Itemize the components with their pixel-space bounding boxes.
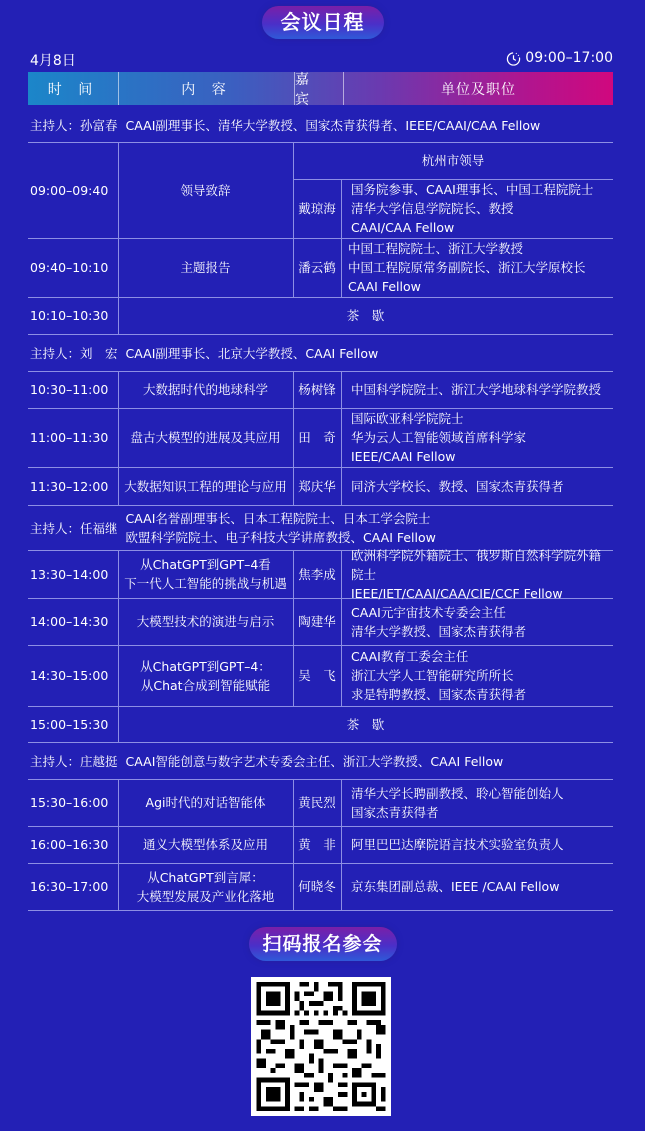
header-content: 内 容 — [119, 72, 295, 105]
host-label: 主持人：孙富春 — [30, 118, 118, 133]
col-divider — [341, 550, 342, 706]
affiliation-line: 浙江大学人工智能研究所所长 — [351, 668, 514, 683]
session-guest: 吴 飞 — [298, 668, 336, 683]
session-time: 10:30–11:00 — [30, 382, 109, 397]
session-time: 11:30–12:00 — [30, 478, 109, 494]
affiliation-line: CAAI/CAA Fellow — [351, 220, 455, 235]
affiliation-line: IEEE/IET/CAAI/CAA/CIE/CCF Fellow — [351, 585, 563, 601]
host-row — [30, 108, 540, 142]
host-description: 欧盟科学院院士、电子科技大学讲席教授、CAAI Fellow — [125, 529, 436, 545]
session-time: 10:10–10:30 — [30, 308, 109, 323]
affiliation-line: 国际欧亚科学院院士 — [351, 411, 464, 426]
header-affiliation: 单位及职位 — [441, 81, 516, 98]
session-time: 14:00–14:30 — [30, 614, 109, 629]
content-line: 从ChatGPT到GPT–4看 — [140, 557, 271, 572]
session-time: 15:00–15:30 — [30, 716, 109, 732]
affiliation-line: 国务院参事、CAAI理事长、中国工程院院士 — [351, 182, 594, 197]
affiliation-line: 清华大学教授、国家杰青获得者 — [351, 623, 527, 639]
col-divider — [341, 371, 342, 505]
session-content: 通义大模型体系及应用 — [142, 837, 268, 852]
host-label: 主持人：任福继 — [30, 520, 118, 536]
session-time: 13:30–14:00 — [30, 566, 109, 582]
session-affiliation — [351, 598, 613, 645]
affiliation-line: 中国工程院院士、浙江大学教授 — [348, 241, 524, 256]
session-guest: 何晓冬 — [298, 879, 336, 894]
affiliation-line: 欧洲科学院外籍院士、俄罗斯自然科学院外籍院士 — [351, 547, 602, 582]
session-affiliation — [348, 238, 613, 297]
session-affiliation: 中国科学院院士、浙江大学地球科学学院教授 — [351, 382, 602, 397]
affiliation-line: CAAI Fellow — [348, 279, 421, 294]
header-guest: 嘉 宾 — [295, 72, 344, 105]
session-time: 11:00–11:30 — [30, 430, 109, 445]
affiliation-line: IEEE/CAAI Fellow — [351, 449, 456, 464]
host-description: CAAI智能创意与数字艺术专委会主任、浙江大学教授、CAAI Fellow — [125, 753, 504, 769]
session-time: 09:00–09:40 — [30, 182, 109, 198]
host-description: CAAI名誉副理事长、日本工程院院士、日本工学会院士 — [125, 510, 431, 526]
session-guest: 潘云鹤 — [298, 260, 336, 275]
session-affiliation — [351, 645, 613, 706]
affiliation-line: 清华大学长聘副教授、聆心智能创始人 — [351, 785, 564, 801]
session-guest: 黄民烈 — [298, 795, 336, 810]
session-content: 大数据知识工程的理论与应用 — [124, 478, 287, 494]
session-time: 15:30–16:00 — [30, 795, 109, 810]
row-divider — [28, 910, 613, 911]
session-time: 16:30–17:00 — [30, 879, 109, 894]
session-content — [118, 645, 293, 706]
content-line: 大模型发展及产业化落地 — [136, 888, 275, 904]
session-content: 大模型技术的演进与启示 — [136, 614, 275, 629]
session-content: Agi时代的对话智能体 — [145, 795, 266, 810]
session-affiliation — [351, 179, 613, 238]
qr-code[interactable] — [251, 977, 391, 1116]
session-guest: 杨树锋 — [298, 382, 336, 397]
session-guest: 焦李成 — [298, 566, 336, 582]
session-guest: 陶建华 — [298, 614, 336, 629]
session-guest: 黄 非 — [298, 837, 336, 852]
host-label: 主持人：刘 宏 — [30, 345, 118, 361]
host-row — [30, 742, 503, 779]
schedule-time-range — [506, 50, 613, 66]
affiliation-line: CAAI教育工委会主任 — [351, 649, 469, 664]
session-content — [118, 863, 293, 910]
affiliation-line: 华为云人工智能领域首席科学家 — [351, 430, 527, 445]
session-content: 主题报告 — [180, 260, 231, 275]
host-label: 主持人：庄越挺 — [30, 753, 118, 769]
page-title: 会议日程 — [262, 6, 384, 39]
session-time: 14:30–15:00 — [30, 668, 109, 683]
col-divider — [341, 779, 342, 910]
qr-section-title: 扫码报名参会 — [249, 927, 397, 961]
session-affiliation — [351, 547, 613, 601]
schedule-date: 4月8日 — [30, 53, 76, 69]
host-row — [30, 334, 378, 371]
host-description: CAAI副理事长、清华大学教授、国家杰青获得者、IEEE/CAAI/CAA Fellow — [125, 118, 541, 133]
session-guest: 戴琼海 — [298, 201, 336, 216]
session-content: 盘古大模型的进展及其应用 — [130, 430, 281, 445]
session-guest: 郑庆华 — [298, 478, 336, 494]
affiliation-line: CAAI元宇宙技术专委会主任 — [351, 604, 506, 620]
break-label: 茶 歇 — [346, 308, 385, 323]
affiliation-line: 求是特聘教授、国家杰青获得者 — [351, 687, 527, 702]
session-affiliation: 杭州市领导 — [421, 153, 485, 168]
session-content — [118, 550, 293, 598]
content-line: 下一代人工智能的挑战与机遇 — [124, 576, 287, 591]
col-divider — [341, 179, 342, 297]
break-label: 茶 歇 — [346, 716, 385, 732]
table-header — [28, 71, 613, 108]
time-range-text: 09:00–17:00 — [525, 50, 613, 66]
session-affiliation — [351, 408, 613, 467]
session-content: 大数据时代的地球科学 — [142, 382, 268, 397]
session-affiliation — [351, 779, 613, 826]
affiliation-line: 国家杰青获得者 — [351, 804, 439, 820]
session-time: 16:00–16:30 — [30, 837, 109, 852]
session-time: 09:40–10:10 — [30, 260, 109, 275]
session-affiliation: 阿里巴巴达摩院语言技术实验室负责人 — [351, 837, 564, 852]
host-row — [30, 505, 436, 550]
session-guest: 田 奇 — [298, 430, 336, 445]
content-line: 从ChatGPT到GPT–4： — [140, 658, 271, 674]
qr-code-icon — [251, 977, 391, 1116]
affiliation-line: 中国工程院原常务副院长、浙江大学原校长 — [348, 260, 586, 275]
content-line: 从ChatGPT到言犀： — [147, 869, 264, 885]
session-affiliation: 京东集团副总裁、IEEE /CAAI Fellow — [351, 879, 560, 894]
header-time: 时 间 — [28, 72, 119, 105]
session-affiliation: 同济大学校长、教授、国家杰青获得者 — [351, 478, 564, 494]
host-description: CAAI副理事长、北京大学教授、CAAI Fellow — [125, 345, 379, 361]
affiliation-line: 清华大学信息学院院长、教授 — [351, 201, 514, 216]
session-content: 领导致辞 — [180, 182, 231, 198]
content-line: 从Chat合成到智能赋能 — [140, 677, 271, 693]
clock-icon — [506, 51, 521, 66]
